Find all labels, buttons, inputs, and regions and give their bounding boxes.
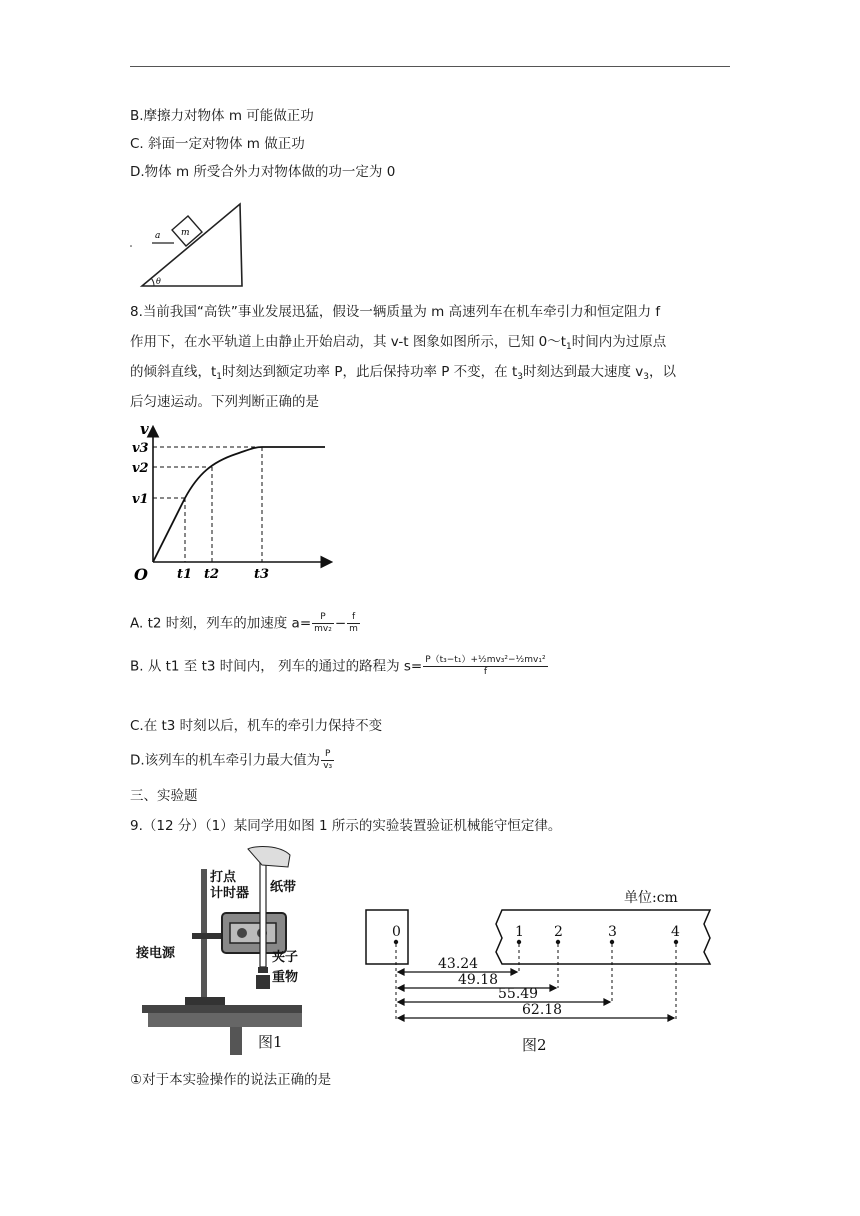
label-weight: 重物 [272, 970, 299, 985]
dist-4: 62.18 [522, 1002, 563, 1018]
q8-option-d: D.该列车的机车牵引力最大值为 $\frac{P}{\text{v₃}}$ [130, 749, 333, 771]
fig2-unit: 单位:cm [624, 890, 678, 906]
t2-label: t2 [204, 567, 220, 582]
v3-label: v3 [132, 441, 149, 456]
q8-stem-line4: 后匀速运动。下列判断正确的是 [130, 394, 319, 410]
q7-option-c: C. 斜面一定对物体 m 做正功 [130, 136, 305, 152]
fig2-tape [358, 880, 730, 1056]
guide-lines [153, 447, 262, 562]
label-clip: 夹子 [272, 950, 299, 965]
point-0: 0 [392, 924, 401, 940]
fig1-caption: 图1 [258, 1033, 283, 1051]
point-1: 1 [515, 924, 524, 940]
accel-label: a [155, 231, 161, 241]
theta-label: θ [156, 277, 161, 286]
dist-3: 55.49 [498, 986, 539, 1002]
vt-graph [130, 418, 340, 586]
incline-figure [128, 200, 248, 292]
tape-left [366, 910, 408, 964]
q8-option-b: B. 从 t1 至 t3 时间内， 列车的通过的路程为 s= $\frac{\text{P（t₃−t₁）+½mv₃²−½mv₁²}}{f}$ [130, 655, 546, 677]
label-timer-2: 计时器 [210, 886, 250, 901]
q8-option-a: A. t2 时刻，列车的加速度 a= $\frac{P}{\text{mv₂}}$ − $\frac{f}{m}$ [130, 612, 358, 634]
dist-2: 49.18 [458, 972, 499, 988]
header-rule [130, 66, 730, 67]
q9-sub1: ①对于本实验操作的说法正确的是 [130, 1072, 332, 1088]
t3-label: t3 [254, 567, 270, 582]
q8-stem-line2: 作用下，在水平轨道上由静止开始启动，其 v-t 图象如图所示，已知 $0\sim t_1$时间内为过原点 [130, 334, 667, 352]
q8-option-c: C.在 t3 时刻以后，机车的牵引力保持不变 [130, 718, 383, 734]
label-tape: 纸带 [270, 880, 297, 895]
block-m-label: m [181, 228, 190, 238]
label-timer-1: 打点 [210, 870, 237, 885]
v1-label: v1 [132, 492, 149, 507]
label-power: 接电源 [136, 946, 176, 961]
q8-stem-line1: 8.当前我国“高铁”事业发展迅猛，假设一辆质量为 m 高速列车在机车牵引力和恒定阻力 f [130, 304, 661, 320]
q7-option-b: B.摩擦力对物体 m 可能做正功 [130, 108, 314, 124]
block-m [172, 216, 202, 246]
point-4: 4 [671, 924, 680, 940]
t1-label: t1 [177, 567, 193, 582]
dist-1: 43.24 [438, 956, 479, 972]
point-2: 2 [554, 924, 563, 940]
fig1-apparatus [130, 845, 308, 1057]
vt-curve [153, 447, 325, 562]
q7-option-d: D.物体 m 所受合外力对物体做的功一定为 0 [130, 164, 396, 180]
incline-wedge [142, 204, 242, 286]
angle-arc [151, 278, 154, 286]
q9-stem: 9.（12 分）（1）某同学用如图 1 所示的实验装置验证机械能守恒定律。 [130, 818, 562, 834]
point-3: 3 [608, 924, 617, 940]
origin-label: O [134, 565, 148, 584]
section-title: 三、实验题 [130, 788, 198, 804]
v2-label: v2 [132, 461, 149, 476]
q8-stem-line3: 的倾斜直线，$t_1$时刻达到额定功率 P，此后保持功率 P 不变，在 $t_3$时刻达到最大速度 $v_3$，以 [130, 364, 677, 382]
fig2-caption: 图2 [522, 1036, 547, 1054]
v-axis-label: v [140, 420, 149, 438]
